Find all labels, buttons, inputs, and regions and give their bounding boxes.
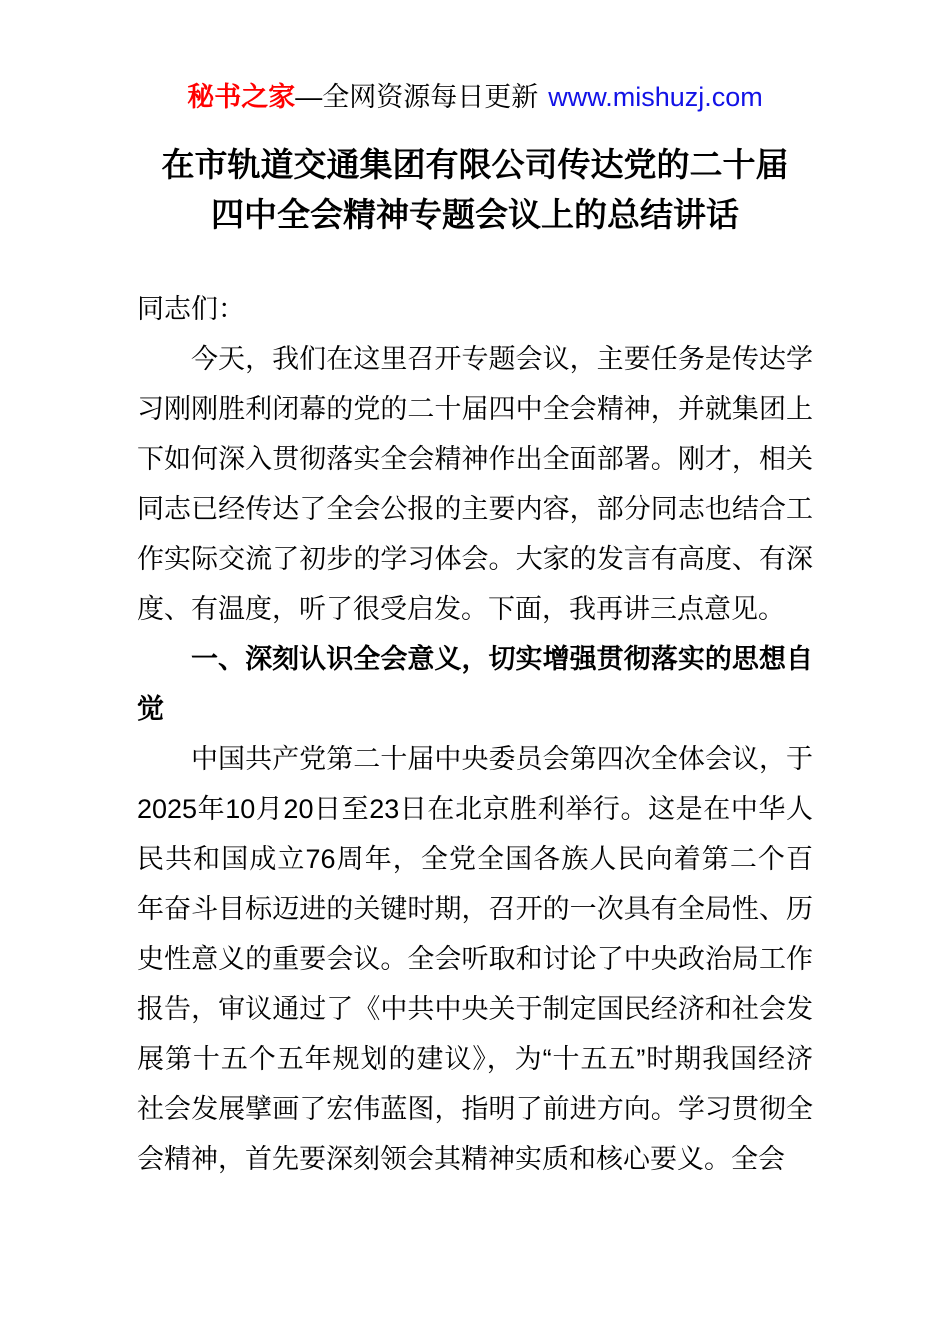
- site-url[interactable]: www.mishuzj.com: [548, 82, 763, 112]
- document-body: [0, 284, 950, 1184]
- section-heading: 一、深刻认识全会意义，切实增强贯彻落实的思想自觉: [137, 644, 813, 724]
- header-dash: —: [295, 82, 323, 112]
- paragraph: 今天，我们在这里召开专题会议，主要任务是传达学习刚刚胜利闭幕的党的二十届四中全会精神，并就集团上下如何深入贯彻落实全会精神作出全面部署。刚才，相关同志已经传达了全会公报的主要内容，部分同志也结合工作实际交流了初步的学习体会。大家的发言有高度、有深度、有温度，听了很受启发。下面，我再讲三点意见。: [137, 344, 813, 624]
- site-header: [0, 0, 950, 116]
- site-brand: 秘书之家: [187, 82, 296, 112]
- header-tagline: 全网资源每日更新: [322, 82, 539, 112]
- title-line-1: 在市轨道交通集团有限公司传达党的二十届: [161, 146, 789, 183]
- paragraph: 同志们：: [137, 294, 245, 324]
- paragraph: 中国共产党第二十届中央委员会第四次全体会议，于2025年10月20日至23日在北京胜利举行。这是在中华人民共和国成立76周年，全党全国各族人民向着第二个百年奋斗目标迈进的关键时期，召开的一次具有全局性、历史性意义的重要会议。全会听取和讨论了中央政治局工作报告，审议通过了《中共中央关于制定国民经济和社会发展第十五个五年规划的建议》，为“十五五”时期我国经济社会发展擘画了宏伟蓝图，指明了前进方向。学习贯彻全会精神，首先要深刻领会其精神实质和核心要义。全会: [137, 744, 813, 1174]
- title-line-2: 四中全会精神专题会议上的总结讲话: [211, 196, 739, 233]
- document-title: [0, 140, 950, 240]
